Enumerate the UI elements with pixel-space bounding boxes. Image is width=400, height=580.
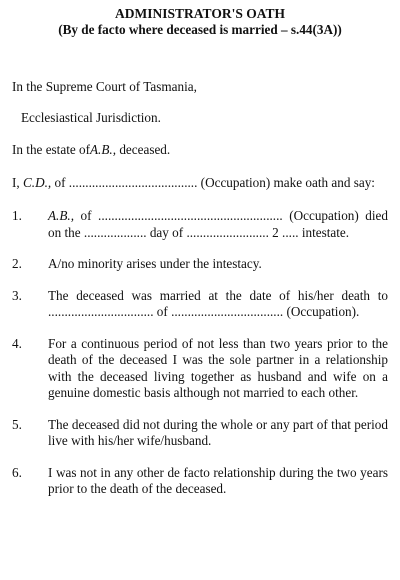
oath-prefix: I,: [12, 175, 20, 190]
item-number: 5.: [12, 416, 22, 432]
oath-items: [12, 208, 388, 498]
estate-prefix: In the estate of: [12, 142, 90, 157]
item-text-body: of ........................................................ (Occupation) died on the ................... day of ......................... 2 ..... intestate.: [48, 208, 389, 240]
item-text: [48, 208, 388, 241]
document-title: ADMINISTRATOR'S OATH: [115, 6, 285, 21]
item-text: I was not in any other de facto relationship during the two years prior to the death of the deceased.: [48, 464, 388, 496]
estate-line: [12, 141, 388, 158]
oath-statement: [12, 174, 388, 191]
item-text: For a continuous period of not less than two years prior to the death of the deceased I was the sole partner in a relationship with the deceased living together as husband and wife on a genuine domestic basis although not married to each other.: [48, 335, 388, 400]
oath-rest: of ....................................... (Occupation) make oath and say:: [54, 175, 375, 190]
item-number: 1.: [12, 208, 22, 223]
oath-item-3: [12, 288, 388, 321]
court-line: In the Supreme Court of Tasmania,: [12, 79, 197, 94]
oath-item-6: [12, 465, 388, 498]
jurisdiction-line: Ecclesiastical Jurisdiction.: [21, 110, 161, 125]
oath-item-4: [12, 336, 388, 402]
item-text: A/no minority arises under the intestacy.: [48, 256, 262, 271]
oath-item-2: [12, 256, 388, 273]
deponent-name: C.D.,: [23, 175, 52, 190]
item-number: 2.: [12, 256, 22, 271]
item-number: 4.: [12, 335, 22, 351]
item-number: 3.: [12, 287, 22, 303]
deceased-name: A.B.,: [48, 208, 75, 223]
item-number: 6.: [12, 464, 22, 480]
item-text: The deceased did not during the whole or any part of that period live with his/her wife/husband.: [48, 416, 388, 448]
oath-item-1: [12, 208, 388, 241]
oath-item-5: [12, 417, 388, 450]
document-subtitle: (By de facto where deceased is married – s.44(3A)): [58, 22, 342, 37]
estate-name: A.B.,: [90, 142, 117, 157]
item-text: The deceased was married at the date of his/her death to ................................ of .................................. (Occupation).: [48, 287, 388, 319]
estate-suffix: deceased.: [119, 142, 171, 157]
